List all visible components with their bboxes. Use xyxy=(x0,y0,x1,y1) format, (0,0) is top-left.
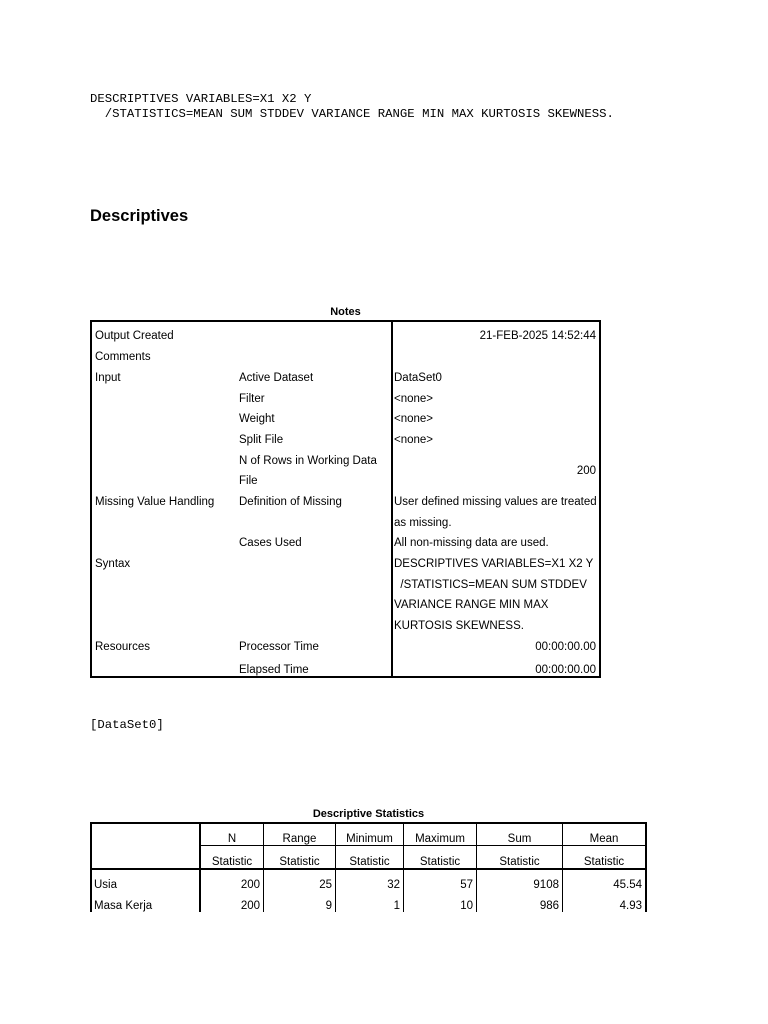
notes-caption: Notes xyxy=(330,306,361,318)
notes-value-active-dataset: DataSet0 xyxy=(394,372,442,384)
desc-cell: 9 xyxy=(325,900,332,912)
desc-cell: 45.54 xyxy=(613,879,642,891)
desc-header-minimum: Minimum xyxy=(346,833,393,845)
notes-label-input: Input xyxy=(95,372,121,384)
desc-subheader-statistic: Statistic xyxy=(419,856,461,868)
notes-label-n-rows-2: File xyxy=(239,475,258,487)
notes-label-filter: Filter xyxy=(239,393,265,405)
desc-subheader-statistic: Statistic xyxy=(583,856,625,868)
notes-label-comments: Comments xyxy=(95,351,151,363)
notes-label-output-created: Output Created xyxy=(95,330,174,342)
notes-label-missing: Missing Value Handling xyxy=(95,496,215,508)
notes-label-resources: Resources xyxy=(95,641,150,653)
notes-value-filter: <none> xyxy=(394,393,434,405)
syntax-block xyxy=(90,92,614,122)
notes-value-processor-time: 00:00:00.00 xyxy=(535,641,596,653)
notes-value-cases-used: All non-missing data are used. xyxy=(394,537,549,549)
desc-subheader-statistic: Statistic xyxy=(499,856,540,868)
notes-value-weight: <none> xyxy=(394,413,434,425)
notes-label-processor-time: Processor Time xyxy=(239,641,319,653)
notes-value-elapsed-time: 00:00:00.00 xyxy=(535,664,596,676)
syntax-line-2: /STATISTICS=MEAN SUM STDDEV VARIANCE RANGE MIN MAX KURTOSIS SKEWNESS. xyxy=(90,107,614,121)
notes-column-divider xyxy=(391,322,393,676)
desc-cell: 32 xyxy=(387,879,400,891)
notes-label-weight: Weight xyxy=(239,413,275,425)
desc-cell: 57 xyxy=(460,879,473,891)
notes-value-syntax-1: DESCRIPTIVES VARIABLES=X1 X2 Y xyxy=(394,558,594,570)
notes-value-definition-missing-1: User defined missing values are treated xyxy=(394,496,597,508)
desc-cell: 10 xyxy=(460,900,473,912)
descriptive-statistics-caption: Descriptive Statistics xyxy=(312,808,425,820)
desc-cell: 9108 xyxy=(533,879,559,891)
notes-table xyxy=(90,320,601,678)
notes-value-syntax-4: KURTOSIS SKEWNESS. xyxy=(394,620,524,632)
notes-value-n-rows: 200 xyxy=(576,465,596,477)
syntax-line-1: DESCRIPTIVES VARIABLES=X1 X2 Y xyxy=(90,92,312,106)
desc-cell: 200 xyxy=(240,900,260,912)
dataset-label: [DataSet0] xyxy=(90,718,164,732)
desc-header-maximum: Maximum xyxy=(415,833,465,845)
section-title: Descriptives xyxy=(90,207,189,225)
desc-row-label: Usia xyxy=(94,879,118,891)
notes-value-split-file: <none> xyxy=(394,434,434,446)
desc-header-range: Range xyxy=(282,833,317,845)
notes-value-definition-missing-2: as missing. xyxy=(394,517,452,529)
desc-subheader-statistic: Statistic xyxy=(211,856,253,868)
desc-cell: 4.93 xyxy=(619,900,642,912)
notes-label-cases-used: Cases Used xyxy=(239,537,302,549)
desc-subheader-statistic: Statistic xyxy=(349,856,390,868)
notes-label-elapsed-time: Elapsed Time xyxy=(239,664,309,676)
desc-header-n: N xyxy=(227,833,237,845)
desc-subheader-statistic: Statistic xyxy=(279,856,320,868)
descriptive-statistics-table xyxy=(90,822,647,912)
desc-header-mean: Mean xyxy=(589,833,619,845)
notes-value-syntax-2: /STATISTICS=MEAN SUM STDDEV xyxy=(394,579,587,591)
desc-cell: 25 xyxy=(319,879,332,891)
notes-label-split-file: Split File xyxy=(239,434,284,446)
notes-label-n-rows-1: N of Rows in Working Data xyxy=(239,455,377,467)
notes-value-output-created: 21-FEB-2025 14:52:44 xyxy=(479,330,596,342)
desc-row-label: Masa Kerja xyxy=(94,900,153,912)
notes-label-syntax: Syntax xyxy=(95,558,131,570)
notes-label-active-dataset: Active Dataset xyxy=(239,372,314,384)
notes-label-definition-missing: Definition of Missing xyxy=(239,496,342,508)
desc-cell: 986 xyxy=(539,900,559,912)
desc-cell: 1 xyxy=(393,900,400,912)
desc-cell: 200 xyxy=(240,879,260,891)
notes-value-syntax-3: VARIANCE RANGE MIN MAX xyxy=(394,599,549,611)
desc-header-sum: Sum xyxy=(507,833,532,845)
